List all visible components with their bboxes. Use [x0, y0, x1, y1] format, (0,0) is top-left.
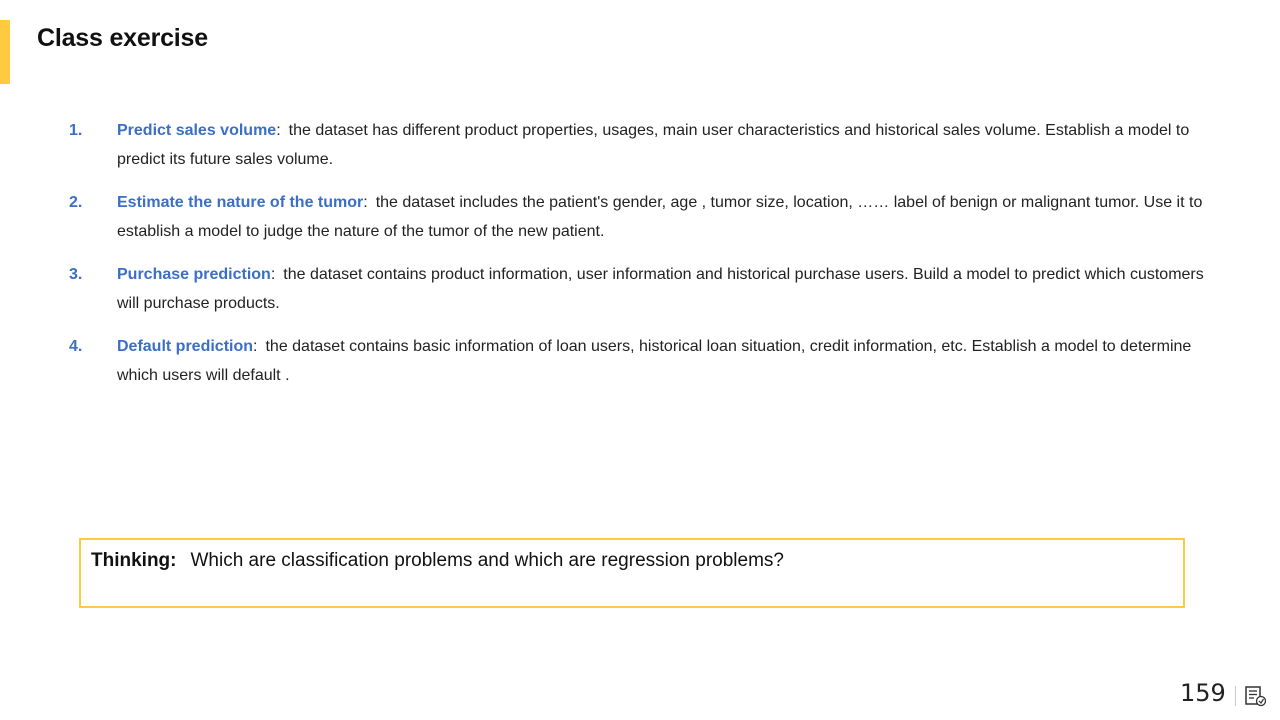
- item-heading: Predict sales volume: [117, 122, 277, 139]
- thinking-question: Which are classification problems and which are regression problems?: [190, 550, 784, 571]
- item-body: [117, 261, 1224, 318]
- item-number: 1.: [69, 122, 83, 139]
- notes-icon[interactable]: [1244, 685, 1268, 707]
- thinking-text: [91, 550, 784, 572]
- item-heading: Default prediction: [117, 338, 254, 355]
- title-accent-bar: [0, 20, 10, 84]
- list-item: [69, 333, 1224, 390]
- list-item: [69, 261, 1224, 318]
- item-number: 4.: [69, 338, 83, 355]
- thinking-separator: :: [170, 550, 177, 571]
- item-heading: Estimate the nature of the tumor: [117, 194, 364, 211]
- exercise-list: [69, 117, 1224, 405]
- thinking-box: [79, 538, 1185, 608]
- item-heading: Purchase prediction: [117, 266, 271, 283]
- slide-title: Class exercise: [37, 24, 208, 52]
- list-item: [69, 189, 1224, 246]
- item-separator: :: [276, 122, 281, 139]
- item-text: the dataset includes the patient's gender, age , tumor size, location, …… label of benign or malignant tumor. Use it to establish a model to judge the nature of the tumor of the new patient.: [117, 194, 1203, 240]
- item-separator: :: [253, 338, 258, 355]
- item-body: [117, 333, 1224, 390]
- thinking-label: Thinking: [91, 550, 171, 571]
- item-separator: :: [270, 266, 276, 283]
- item-text: the dataset has different product properties, usages, main user characteristics and historical sales volume. Establish a model to predict its future sales volume.: [117, 122, 1190, 168]
- item-text: the dataset contains basic information of loan users, historical loan situation, credit information, etc. Establish a model to determine which users will default .: [117, 338, 1192, 384]
- item-number: 2.: [69, 194, 83, 211]
- item-body: [117, 117, 1224, 174]
- item-text: the dataset contains product information, user information and historical purchase users. Build a model to predict which customers will purchase products.: [117, 266, 1204, 312]
- item-number: 3.: [69, 266, 83, 283]
- footer-divider: [1235, 686, 1236, 706]
- item-body: [117, 189, 1224, 246]
- item-separator: :: [363, 194, 368, 211]
- page-number: 159: [1180, 679, 1226, 707]
- list-item: [69, 117, 1224, 174]
